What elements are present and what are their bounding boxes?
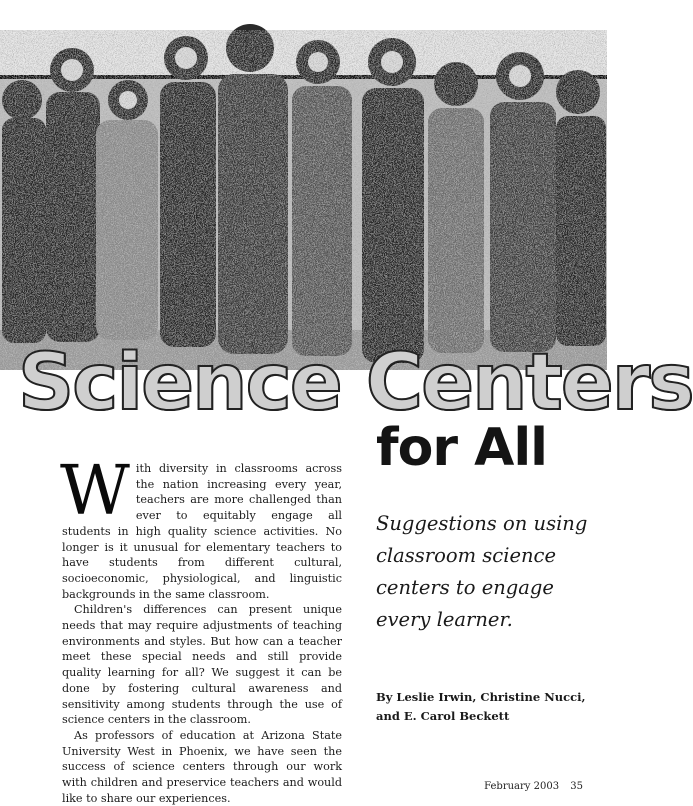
- article-title: Science Centers: [18, 338, 693, 428]
- issue-date: February 2003: [484, 781, 560, 792]
- page-footer: [476, 781, 583, 792]
- paragraph-3: As professors of education at Arizona State University West in Phoenix, we have seen the success of science centers through our work with children and preservice teachers and would like to share our experiences.: [62, 728, 342, 805]
- article-byline: By Leslie Irwin, Christine Nucci, and E. Carol Beckett: [376, 690, 586, 723]
- article-subtitle: for All: [376, 418, 547, 478]
- drop-cap: W: [60, 452, 130, 531]
- paragraph-2: Children's differences can present unique needs that may require adjustments of teaching environments and styles. But how can a teacher meet these special needs and still provide quality learning for all? We suggest it can be done by fostering cultural awareness and sensitivity among students through the use of science centers in the classroom.: [62, 603, 342, 727]
- article-deck: Suggestions on using classroom science centers to engage every learner.: [376, 512, 588, 631]
- article-body: [60, 452, 342, 806]
- paragraph-1: [60, 452, 342, 602]
- page-number: 35: [570, 781, 583, 792]
- paragraph-1-text: ith diversity in classrooms across the nation increasing every year, teachers are more challenged than ever to equitably engage all students in high quality science activities. No longer is it unusual for elementary teachers to have students from different cultural, socioeconomic, physiological, and linguistic backgrounds in the same classroom.: [62, 462, 342, 601]
